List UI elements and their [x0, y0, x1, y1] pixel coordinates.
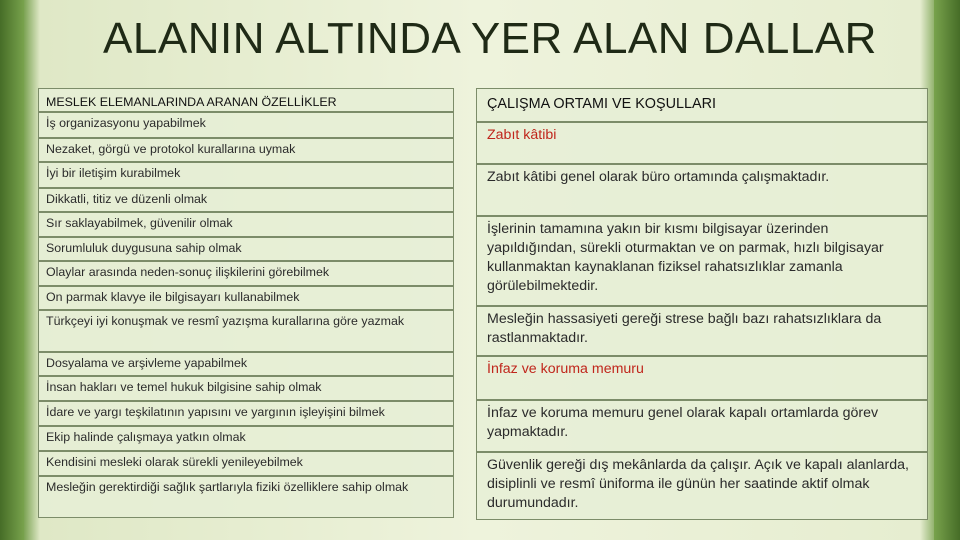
conditions-header: ÇALIŞMA ORTAMI VE KOŞULLARI	[476, 88, 928, 122]
quality-item: Mesleğin gerektirdiği sağlık şartlarıyla fiziki özelliklere sahip olmak	[38, 476, 454, 518]
quality-item: Ekip halinde çalışmaya yatkın olmak	[38, 426, 454, 451]
qualities-header: MESLEK ELEMANLARINDA ARANAN ÖZELLİKLER	[38, 88, 454, 112]
quality-item: Sır saklayabilmek, güvenilir olmak	[38, 212, 454, 237]
conditions-table	[476, 88, 928, 520]
quality-item: Türkçeyi iyi konuşmak ve resmî yazışma kurallarına göre yazmak	[38, 310, 454, 352]
quality-item: İnsan hakları ve temel hukuk bilgisine sahip olmak	[38, 376, 454, 401]
quality-item: Dikkatli, titiz ve düzenli olmak	[38, 188, 454, 212]
qualities-table	[38, 88, 454, 518]
right-decor-stripe	[934, 0, 960, 540]
page-title: ALANIN ALTINDA YER ALAN DALLAR	[103, 14, 877, 63]
conditions-paragraph: Zabıt kâtibi genel olarak büro ortamında çalışmaktadır.	[476, 164, 928, 216]
quality-item: İdare ve yargı teşkilatının yapısını ve yargının işleyişini bilmek	[38, 401, 454, 426]
conditions-paragraph: Güvenlik gereği dış mekânlarda da çalışır. Açık ve kapalı alanlarda, disiplinli ve resmî üniforma ile günün her saatinde aktif olmak durumundadır.	[476, 452, 928, 520]
quality-item: On parmak klavye ile bilgisayarı kullanabilmek	[38, 286, 454, 310]
quality-item: Nezaket, görgü ve protokol kurallarına uymak	[38, 138, 454, 162]
subheading-infaz-koruma: İnfaz ve koruma memuru	[476, 356, 928, 400]
conditions-paragraph: İşlerinin tamamına yakın bir kısmı bilgisayar üzerinden yapıldığından, sürekli oturmaktan ve on parmak, hızlı bilgisayar kullanmaktan kaynaklanan fiziksel rahatsızlıklar zamanla görülebilmektedir.	[476, 216, 928, 306]
quality-item: Dosyalama ve arşivleme yapabilmek	[38, 352, 454, 376]
quality-item: Olaylar arasında neden-sonuç ilişkilerini görebilmek	[38, 261, 454, 286]
left-decor-stripe	[0, 0, 24, 540]
quality-item: İyi bir iletişim kurabilmek	[38, 162, 454, 188]
quality-item: Sorumluluk duygusuna sahip olmak	[38, 237, 454, 261]
conditions-paragraph: Mesleğin hassasiyeti gereği strese bağlı bazı rahatsızlıklara da rastlanmaktadır.	[476, 306, 928, 356]
quality-item: İş organizasyonu yapabilmek	[38, 112, 454, 138]
quality-item: Kendisini mesleki olarak sürekli yenileyebilmek	[38, 451, 454, 476]
conditions-paragraph: İnfaz ve koruma memuru genel olarak kapalı ortamlarda görev yapmaktadır.	[476, 400, 928, 452]
subheading-zabit-katibi: Zabıt kâtibi	[476, 122, 928, 164]
